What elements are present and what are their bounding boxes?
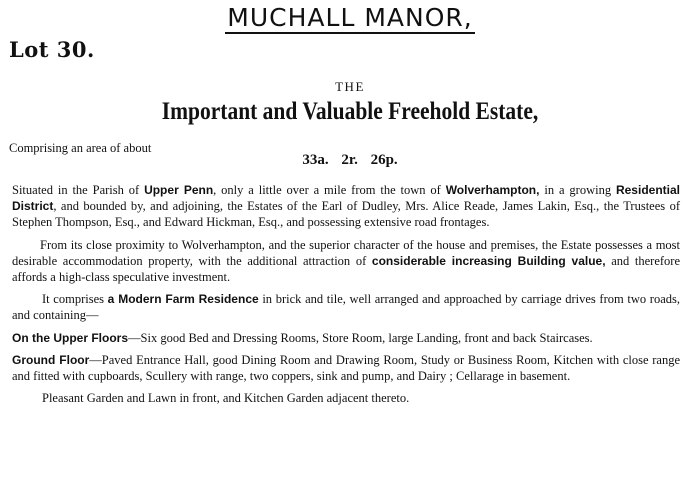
title-article: THE bbox=[335, 79, 365, 94]
bold-text: Residential District bbox=[12, 183, 680, 214]
text: —Six good Bed and Dressing Rooms, Store Room, large Landing, front and back Staircases. bbox=[128, 330, 593, 345]
paragraph-residence bbox=[12, 291, 680, 323]
paragraph-upper-floors bbox=[12, 330, 680, 346]
estate-title: Important and Valuable Freehold Estate, bbox=[161, 98, 539, 125]
estate-area: 33a. 2r. 26p. bbox=[302, 152, 398, 168]
text: It comprises bbox=[42, 292, 108, 307]
text: Situated in the Parish of bbox=[12, 183, 145, 197]
bold-text: Wolverhampton, bbox=[445, 183, 540, 197]
text: , only a little over a mile from the town of bbox=[213, 183, 446, 197]
bold-text: a Modern Farm Residence bbox=[107, 292, 259, 307]
text: and therefore affords a high-class speculative investment. bbox=[12, 253, 680, 285]
text: in a growing bbox=[539, 183, 616, 197]
lot-number: Lot 30. bbox=[9, 37, 95, 62]
paragraph-garden: Pleasant Garden and Lawn in front, and Kitchen Garden adjacent thereto. bbox=[42, 391, 410, 406]
bold-text: On the Upper Floors bbox=[12, 330, 129, 345]
bold-text: Upper Penn bbox=[144, 183, 214, 197]
text: —Paved Entrance Hall, good Dining Room and Drawing Room, Study or Business Room, Kitchen with close range and fitted with cupboards, Scullery with range, two coppers, sink and pump, and Dairy ; Cellarage in basement. bbox=[12, 352, 681, 384]
description-body bbox=[12, 182, 680, 412]
paragraph-ground-floor bbox=[12, 352, 680, 384]
paragraph-location bbox=[12, 182, 680, 231]
paragraph-investment bbox=[12, 237, 680, 286]
bold-text: Ground Floor bbox=[12, 352, 90, 367]
heading-text: MUCHALL MANOR, bbox=[227, 3, 473, 32]
text: , and bounded by, and adjoining, the Estates of the Earl of Dudley, Mrs. Alice Reade, James Lakin, Esq., the Trustees of Stephen Thompson, Esq., and Edward Hickman, Esq., and possessing extensive road frontages. bbox=[12, 199, 680, 230]
page-heading bbox=[0, 3, 700, 32]
comprising-text: Comprising an area of about bbox=[9, 141, 152, 155]
bold-text: considerable increasing Building value, bbox=[371, 253, 606, 268]
text: From its close proximity to Wolverhampton, and the superior character of the house and premises, the Estate possesses a most desirable accommodation property, with the additional attraction of bbox=[12, 237, 680, 268]
text: in brick and tile, well arranged and approached by carriage drives from two roads, and containing— bbox=[12, 292, 680, 323]
